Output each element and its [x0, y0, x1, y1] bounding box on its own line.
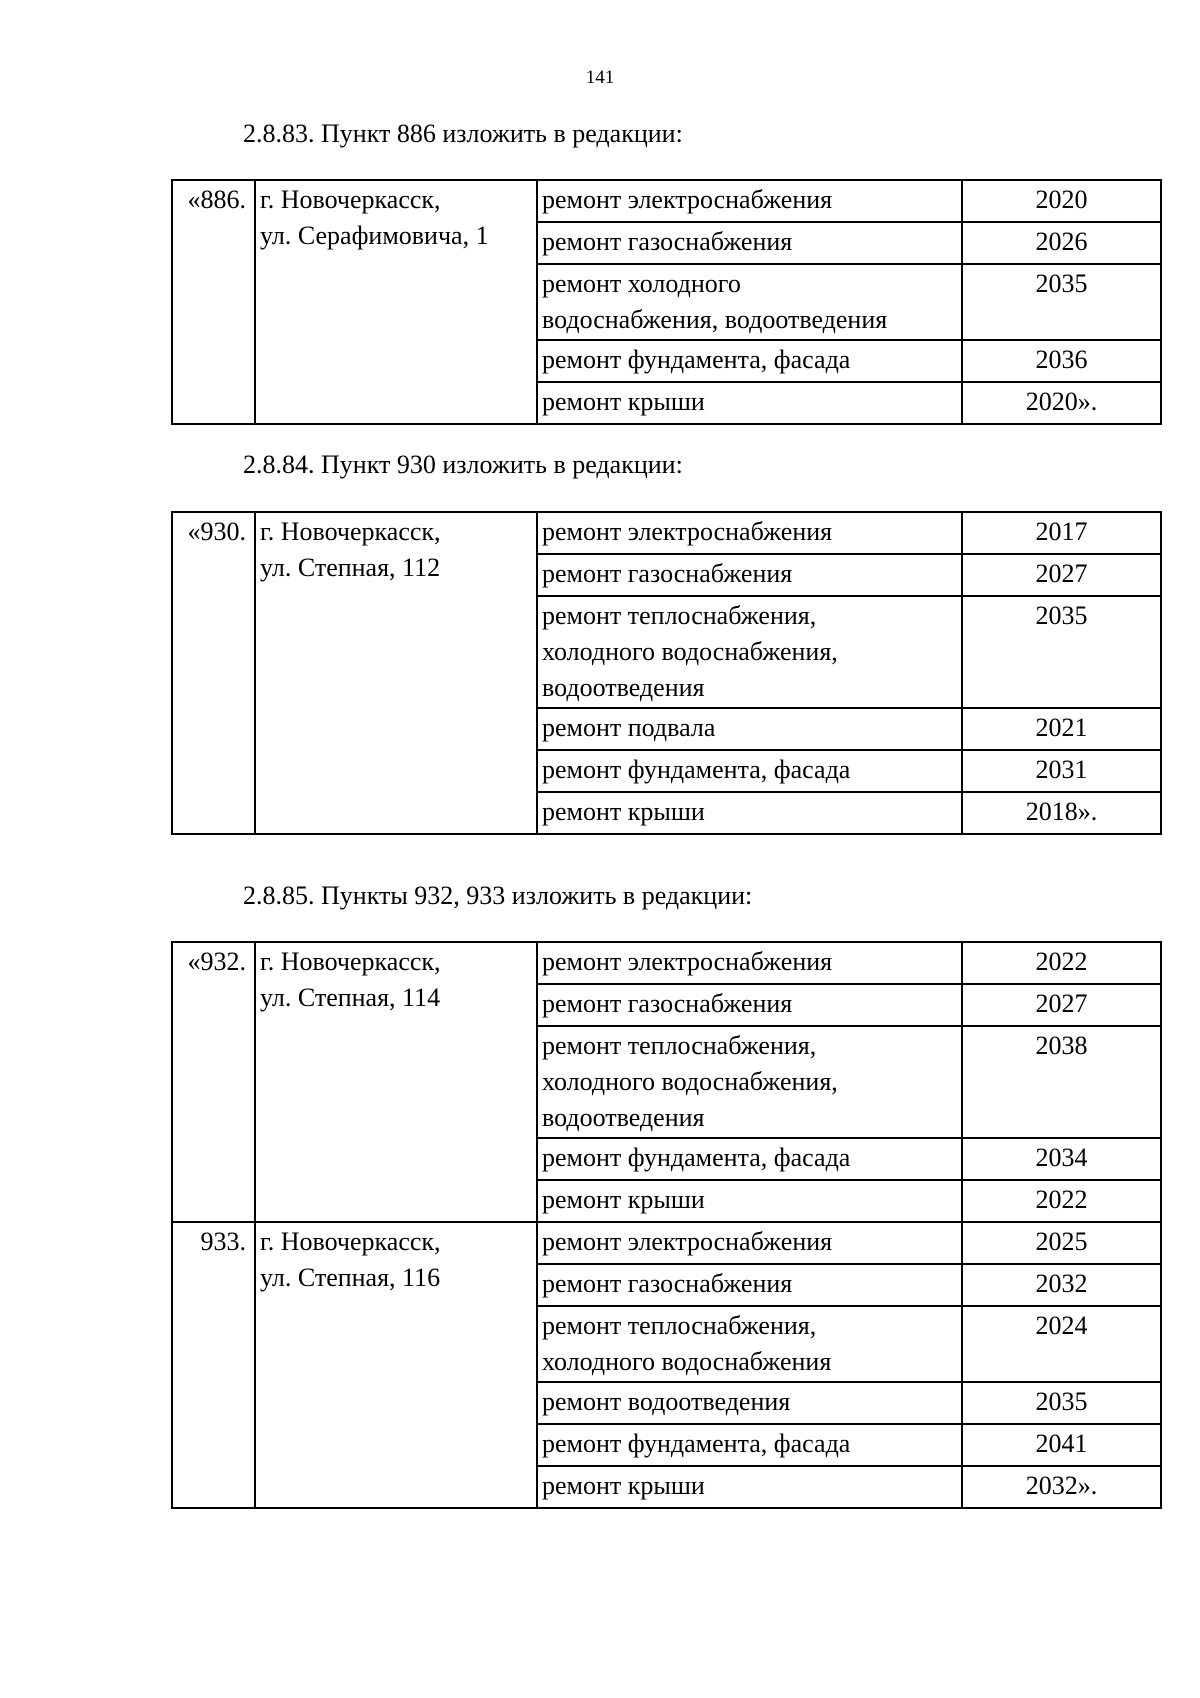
- work-type: [537, 382, 962, 424]
- work-line: ремонт газоснабжения: [542, 559, 793, 588]
- work-line: ремонт крыши: [542, 1471, 705, 1500]
- work-line: ремонт теплоснабжения,: [542, 1031, 817, 1060]
- work-type: [537, 222, 962, 264]
- work-year: 2027: [962, 984, 1161, 1026]
- work-year: 2036: [962, 340, 1161, 382]
- work-type: [537, 340, 962, 382]
- work-type: [537, 708, 962, 750]
- table-section-883: [171, 179, 1162, 425]
- table-row: [172, 942, 1161, 984]
- work-type: [537, 1466, 962, 1508]
- work-line: ремонт фундамента, фасада: [542, 755, 851, 784]
- address-line: г. Новочеркасск,: [260, 517, 441, 546]
- page-number: 141: [585, 67, 615, 88]
- address-line: ул. Степная, 114: [260, 983, 441, 1012]
- work-type: [537, 180, 962, 222]
- work-type: [537, 596, 962, 708]
- work-type: [537, 1264, 962, 1306]
- section-heading-883: 2.8.83. Пункт 886 изложить в редакции:: [243, 119, 683, 148]
- work-year: 2026: [962, 222, 1161, 264]
- work-line: ремонт теплоснабжения,: [542, 1311, 817, 1340]
- address-line: г. Новочеркасск,: [260, 185, 441, 214]
- table-row: [172, 512, 1161, 554]
- work-type: [537, 792, 962, 834]
- work-line: ремонт холодного: [542, 269, 741, 298]
- table-row: [172, 1222, 1161, 1264]
- section-heading-885: 2.8.85. Пункты 932, 933 изложить в редакции:: [243, 881, 753, 910]
- item-number: 933.: [172, 1222, 255, 1508]
- work-type: [537, 1222, 962, 1264]
- work-year: 2031: [962, 750, 1161, 792]
- work-year: 2032: [962, 1264, 1161, 1306]
- work-line: водоотведения: [542, 1103, 705, 1132]
- item-address: [255, 512, 537, 834]
- work-year: 2020».: [962, 382, 1161, 424]
- section-heading-884: 2.8.84. Пункт 930 изложить в редакции:: [243, 450, 683, 479]
- work-type: [537, 1180, 962, 1222]
- work-type: [537, 1026, 962, 1138]
- item-number: «886.: [172, 180, 255, 424]
- work-year: 2041: [962, 1424, 1161, 1466]
- work-type: [537, 1382, 962, 1424]
- work-year: 2024: [962, 1306, 1161, 1382]
- work-line: холодного водоснабжения,: [542, 637, 838, 666]
- work-type: [537, 1424, 962, 1466]
- work-year: 2035: [962, 596, 1161, 708]
- item-address: [255, 180, 537, 424]
- table-row: [172, 180, 1161, 222]
- address-line: ул. Степная, 112: [260, 553, 441, 582]
- work-year: 2035: [962, 1382, 1161, 1424]
- work-year: 2034: [962, 1138, 1161, 1180]
- work-type: [537, 984, 962, 1026]
- work-type: [537, 1138, 962, 1180]
- work-type: [537, 1306, 962, 1382]
- work-line: ремонт газоснабжения: [542, 1269, 793, 1298]
- work-line: ремонт крыши: [542, 1185, 705, 1214]
- work-year: 2035: [962, 264, 1161, 340]
- work-line: ремонт теплоснабжения,: [542, 601, 817, 630]
- address-line: ул. Степная, 116: [260, 1263, 441, 1292]
- work-line: ремонт водоотведения: [542, 1387, 791, 1416]
- work-type: [537, 512, 962, 554]
- work-year: 2038: [962, 1026, 1161, 1138]
- work-year: 2020: [962, 180, 1161, 222]
- work-year: 2018».: [962, 792, 1161, 834]
- work-year: 2027: [962, 554, 1161, 596]
- table-section-885: [171, 941, 1162, 1509]
- work-line: ремонт газоснабжения: [542, 227, 793, 256]
- item-number: «932.: [172, 942, 255, 1222]
- work-line: водоотведения: [542, 673, 705, 702]
- work-type: [537, 750, 962, 792]
- work-year: 2022: [962, 942, 1161, 984]
- address-line: г. Новочеркасск,: [260, 947, 441, 976]
- work-line: холодного водоснабжения,: [542, 1067, 838, 1096]
- item-address: [255, 942, 537, 1222]
- item-address: [255, 1222, 537, 1508]
- work-line: ремонт электроснабжения: [542, 517, 833, 546]
- work-line: холодного водоснабжения: [542, 1347, 832, 1376]
- work-type: [537, 264, 962, 340]
- work-type: [537, 554, 962, 596]
- work-line: ремонт фундамента, фасада: [542, 1429, 851, 1458]
- work-line: ремонт подвала: [542, 713, 716, 742]
- work-year: 2032».: [962, 1466, 1161, 1508]
- work-year: 2025: [962, 1222, 1161, 1264]
- work-line: ремонт фундамента, фасада: [542, 345, 851, 374]
- address-line: г. Новочеркасск,: [260, 1227, 441, 1256]
- work-year: 2021: [962, 708, 1161, 750]
- work-line: водоснабжения, водоотведения: [542, 305, 888, 334]
- work-line: ремонт газоснабжения: [542, 989, 793, 1018]
- work-line: ремонт фундамента, фасада: [542, 1143, 851, 1172]
- work-line: ремонт электроснабжения: [542, 1227, 833, 1256]
- work-line: ремонт крыши: [542, 797, 705, 826]
- work-year: 2022: [962, 1180, 1161, 1222]
- work-type: [537, 942, 962, 984]
- work-line: ремонт электроснабжения: [542, 947, 833, 976]
- item-number: «930.: [172, 512, 255, 834]
- work-line: ремонт электроснабжения: [542, 185, 833, 214]
- table-section-884: [171, 511, 1162, 835]
- address-line: ул. Серафимовича, 1: [260, 221, 489, 250]
- work-year: 2017: [962, 512, 1161, 554]
- work-line: ремонт крыши: [542, 387, 705, 416]
